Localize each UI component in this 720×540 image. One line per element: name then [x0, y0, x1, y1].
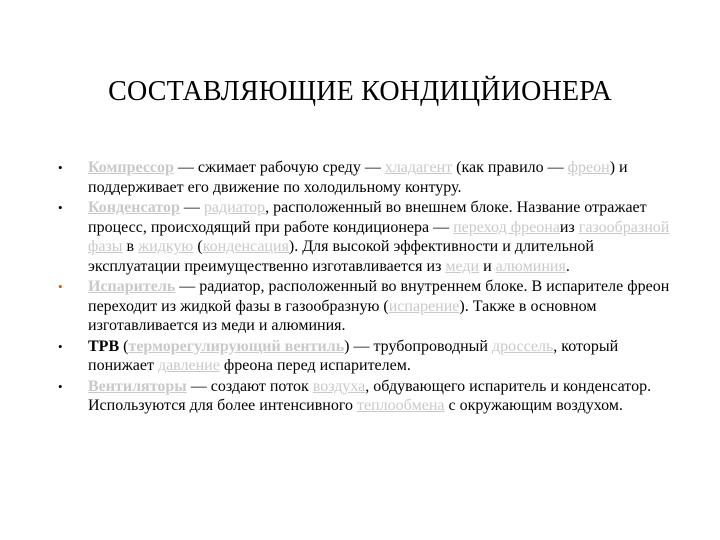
- bullet-fans: [58, 377, 674, 416]
- link-air[interactable]: воздуха: [312, 377, 366, 395]
- text-segment: — радиатор, расположенный во внутреннем блоке. В испарителе фреон переходит из жидкой фазы в газообразную (: [88, 278, 670, 315]
- link-radiator[interactable]: радиатор: [203, 199, 266, 216]
- link-aluminium[interactable]: алюминия: [495, 257, 566, 275]
- link-evaporator[interactable]: Испаритель: [88, 278, 176, 295]
- link-fans[interactable]: Вентиляторы: [88, 377, 187, 395]
- link-compressor[interactable]: Компрессор: [88, 159, 174, 176]
- text-segment: , обдувающего испаритель и конденсатор. Используются для более интенсивного: [88, 377, 652, 414]
- text-segment: с окружающим воздухом.: [444, 397, 623, 414]
- link-condenser[interactable]: Конденсатор: [88, 199, 180, 216]
- text-segment: ) — трубопроводный: [344, 337, 492, 355]
- slide-title: СОСТАВЛЯЮЩИЕ КОНДИЦЙИОНЕРА: [108, 76, 612, 107]
- link-pressure[interactable]: давление: [157, 357, 220, 374]
- bullet-dot: •: [58, 378, 63, 394]
- bullet-list: [58, 158, 674, 417]
- bullet-condenser: [58, 198, 674, 276]
- link-phase[interactable]: фазы: [88, 238, 123, 255]
- link-throttle[interactable]: дроссель: [491, 337, 554, 355]
- bullet-dot: •: [58, 279, 63, 294]
- text-segment: — сжимает рабочую среду —: [173, 159, 385, 176]
- text-segment: — создают поток: [186, 377, 313, 395]
- link-refrigerant[interactable]: хладагент: [384, 159, 453, 176]
- link-gaseous[interactable]: газообразной: [578, 218, 670, 236]
- text-segment: фреона перед испарителем.: [219, 357, 411, 374]
- bullet-trv: [58, 337, 674, 376]
- text-segment: .: [565, 257, 570, 275]
- text-segment: из: [559, 218, 579, 236]
- text-segment: , который понижает: [88, 337, 619, 374]
- link-copper[interactable]: меди: [445, 257, 480, 275]
- text-segment: (: [119, 337, 129, 355]
- text-segment: (: [193, 238, 203, 255]
- text-segment: ). Для высокой эффективности и длительной эксплуатации преимущественно изготавливается из: [88, 238, 594, 275]
- link-liquid[interactable]: жидкую: [138, 238, 194, 255]
- link-freon[interactable]: фреон: [567, 159, 610, 176]
- text-segment: ) и поддерживает его движение по холодильному контуру.: [88, 159, 628, 196]
- text-segment: , расположенный во внешнем блоке. Название отражает процесс, происходящий при работе кондиционера —: [88, 199, 647, 236]
- link-evaporation[interactable]: испарение: [388, 297, 460, 315]
- link-phase-transition[interactable]: переход фреона: [453, 218, 560, 236]
- bullet-dot: •: [58, 200, 63, 215]
- text-segment: ). Также в основном изготавливается из меди и алюминия.: [88, 297, 597, 334]
- link-thermostatic-valve[interactable]: терморегулирующий вентиль: [128, 337, 345, 355]
- text-segment: —: [179, 199, 204, 216]
- bullet-evaporator: [58, 277, 674, 336]
- bullet-compressor: [58, 158, 674, 197]
- text-segment: в: [122, 238, 139, 255]
- bullet-dot: •: [58, 160, 63, 175]
- term-trv: ТРВ: [88, 337, 120, 355]
- text-segment: (как правило —: [452, 159, 568, 176]
- bullet-dot: •: [58, 338, 63, 354]
- link-heat-exchange[interactable]: теплообмена: [357, 397, 445, 414]
- link-condensation[interactable]: конденсация: [202, 238, 289, 255]
- text-segment: и: [479, 257, 496, 275]
